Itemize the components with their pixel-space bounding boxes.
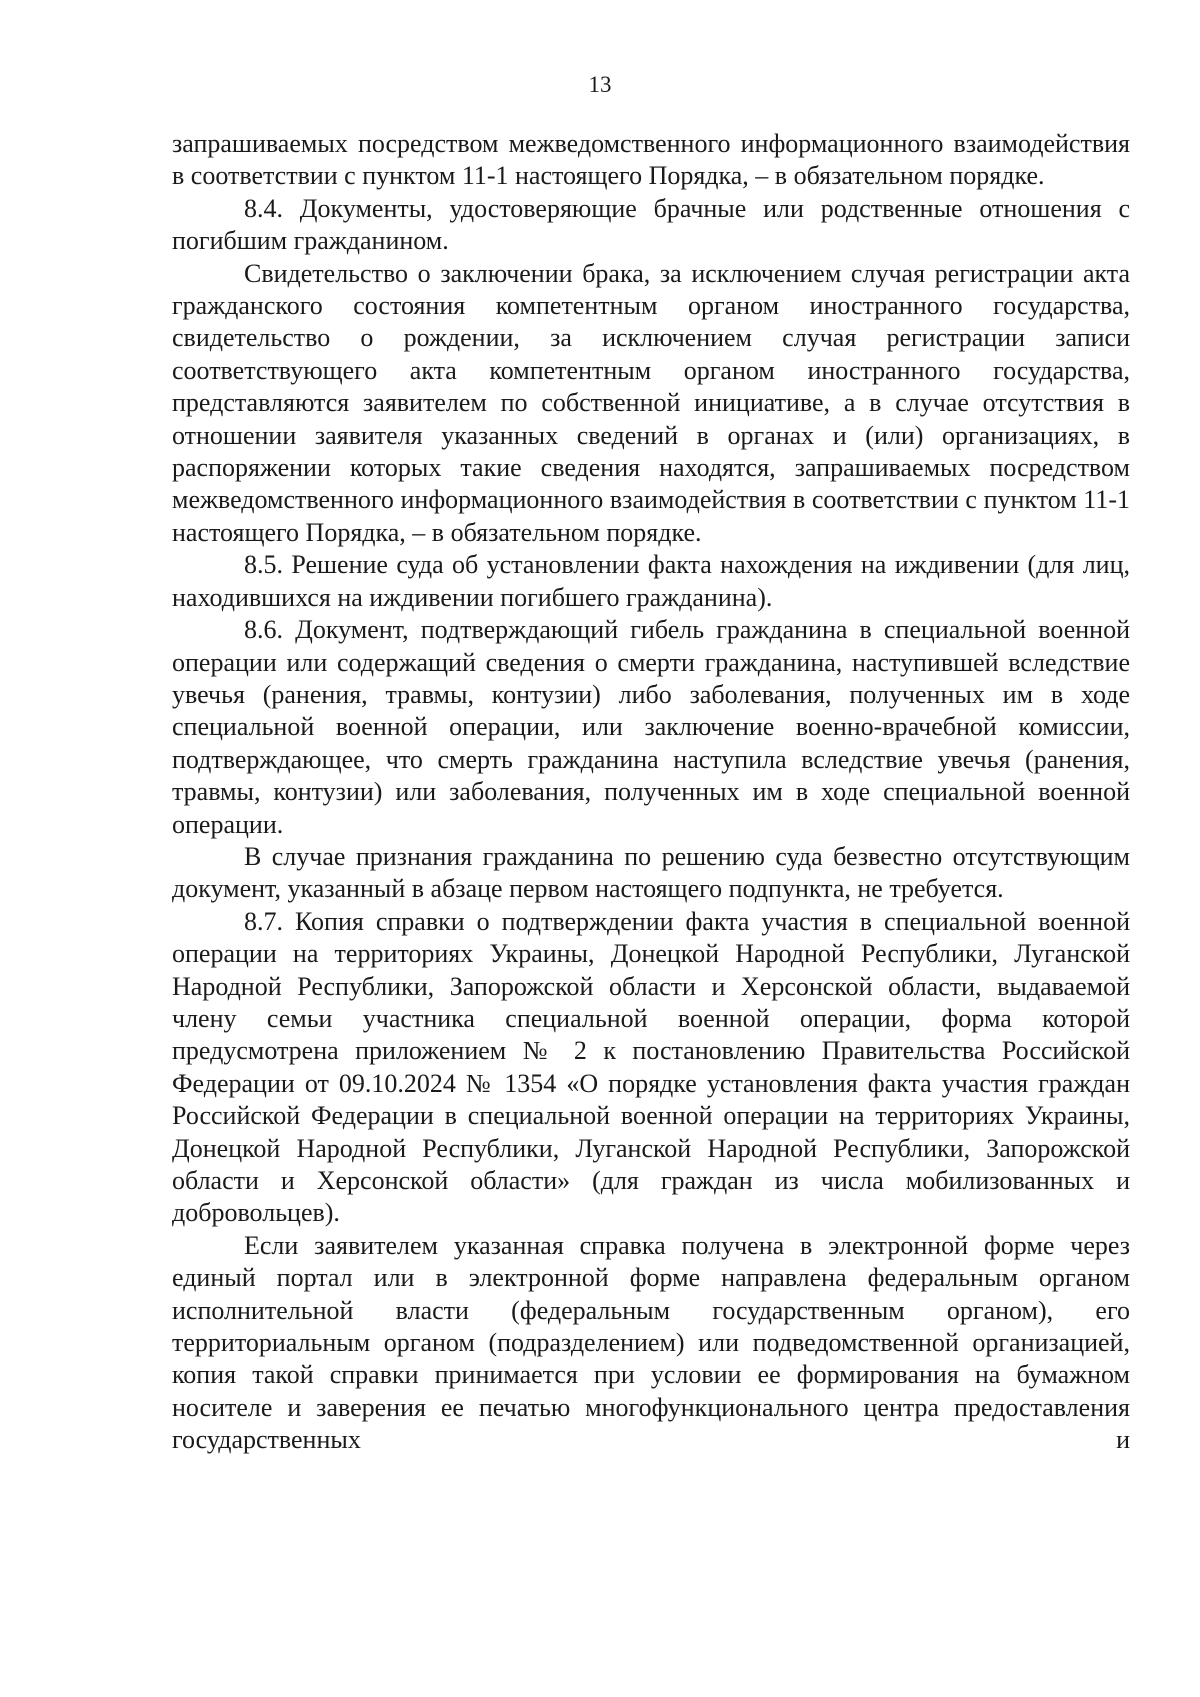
paragraph-electronic-certificate: Если заявителем указанная справка получена в электронной форме через единый портал или в электронной форме направлена федеральным органом исполнительной власти (федеральным государственным органом), его территориальным органом (подразделением) или подведомственной организацией, копия такой справки принимается при условии ее формирования на бумажном носителе и заверения ее печатью многофункционального центра предоставления государственных и: [172, 1230, 1130, 1455]
paragraph-missing-person: В случае признания гражданина по решению суда безвестно отсутствующим документ, указанный в абзаце первом настоящего подпункта, не требуется.: [172, 841, 1130, 904]
document-body: [172, 128, 1130, 1457]
page-number: 13: [588, 72, 612, 97]
paragraph-8-7: 8.7. Копия справки о подтверждении факта участия в специальной военной операции на территориях Украины, Донецкой Народной Республики, Луганской Народной Республики, Запорожской области и Херсонской области, выдаваемой члену семьи участника специальной военной операции, форма которой предусмотрена приложением № 2 к постановлению Правительства Российской Федерации от 09.10.2024 № 1354 «О порядке установления факта участия граждан Российской Федерации в специальной военной операции на территориях Украины, Донецкой Народной Республики, Луганской Народной Республики, Запорожской области и Херсонской области» (для граждан из числа мобилизованных и добровольцев).: [172, 906, 1130, 1228]
paragraph-8-6: 8.6. Документ, подтверждающий гибель гражданина в специальной военной операции или содержащий сведения о смерти гражданина, наступившей вследствие увечья (ранения, травмы, контузии) либо заболевания, полученных им в ходе специальной военной операции, или заключение военно-врачебной комиссии, подтверждающее, что смерть гражданина наступила вследствие увечья (ранения, травмы, контузии) или заболевания, полученных им в ходе специальной военной операции.: [172, 615, 1130, 839]
paragraph-marriage-certificate: Свидетельство о заключении брака, за исключением случая регистрации акта гражданского состояния компетентным органом иностранного государства, свидетельство о рождении, за исключением случая регистрации записи соответствующего акта компетентным органом иностранного государства, представляются заявителем по собственной инициативе, а в случае отсутствия в отношении заявителя указанных сведений в органах и (или) организациях, в распоряжении которых такие сведения находятся, запрашиваемых посредством межведомственного информационного взаимодействия в соответствии с пунктом 11-1 настоящего Порядка, – в обязательном порядке.: [172, 258, 1130, 547]
paragraph-8-5: 8.5. Решение суда об установлении факта нахождения на иждивении (для лиц, находившихся на иждивении погибшего гражданина).: [172, 550, 1130, 612]
paragraph-continuation: запрашиваемых посредством межведомственного информационного взаимодействия в соответствии с пунктом 11-1 настоящего Порядка, – в обязательном порядке.: [172, 129, 1130, 191]
paragraph-8-4: 8.4. Документы, удостоверяющие брачные или родственные отношения с погибшим гражданином.: [172, 193, 1130, 256]
